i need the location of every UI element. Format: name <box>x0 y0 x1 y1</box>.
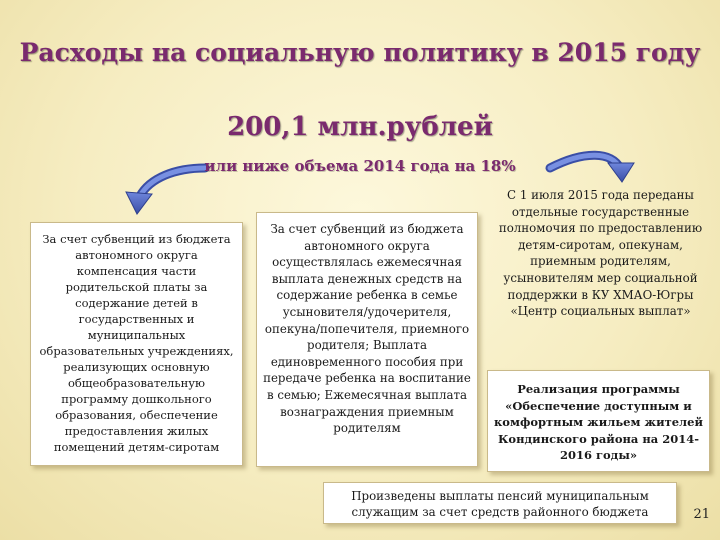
right-top-text: С 1 июля 2015 года переданы отдельные государственные полномочия по предоставлению детям-сиротам, опекунам, приемным родителям, усыновителям мер социальной поддержки в КУ ХМАО-Югры «Центр социальных выплат» <box>498 188 703 319</box>
right-program-box <box>487 370 710 472</box>
right-program-text: Реализация программы «Обеспечение доступным и комфортным жильем жителей Кондинского района на 2014-2016 годы» <box>493 382 704 462</box>
page-number: 21 <box>693 507 710 522</box>
bottom-info-box <box>323 482 677 524</box>
center-info-text: За счет субвенций из бюджета автономного округа осуществлялась ежемесячная выплата денежных средств на содержание ребенка в семье усыновителя/удочерителя, опекуна/попечителя, приемного родителя; Выплата единовременного пособия при передаче ребенка на воспитание в семью; Ежемесячная выплата вознаграждения приемным родителям <box>263 222 471 436</box>
center-info-box <box>256 212 478 467</box>
bottom-info-text: Произведены выплаты пенсий муниципальным служащим за счет средств районного бюджета <box>351 489 649 519</box>
total-amount: 200,1 млн.рублей <box>227 112 493 142</box>
left-info-text: За счет субвенций из бюджета автономного округа компенсация части родительской платы за содержание детей в государственных и муниципальных образовательных учреждениях, реализующих основную общеобразовательную программу дошкольного образования, обеспечение предоставления жилых помещений детям-сиротам <box>39 232 234 454</box>
comparison-note: или ниже объема 2014 года на 18% <box>204 157 516 175</box>
slide-title: Расходы на социальную политику в 2015 году <box>19 38 701 67</box>
right-top-note <box>493 187 708 320</box>
left-info-box <box>30 222 243 466</box>
